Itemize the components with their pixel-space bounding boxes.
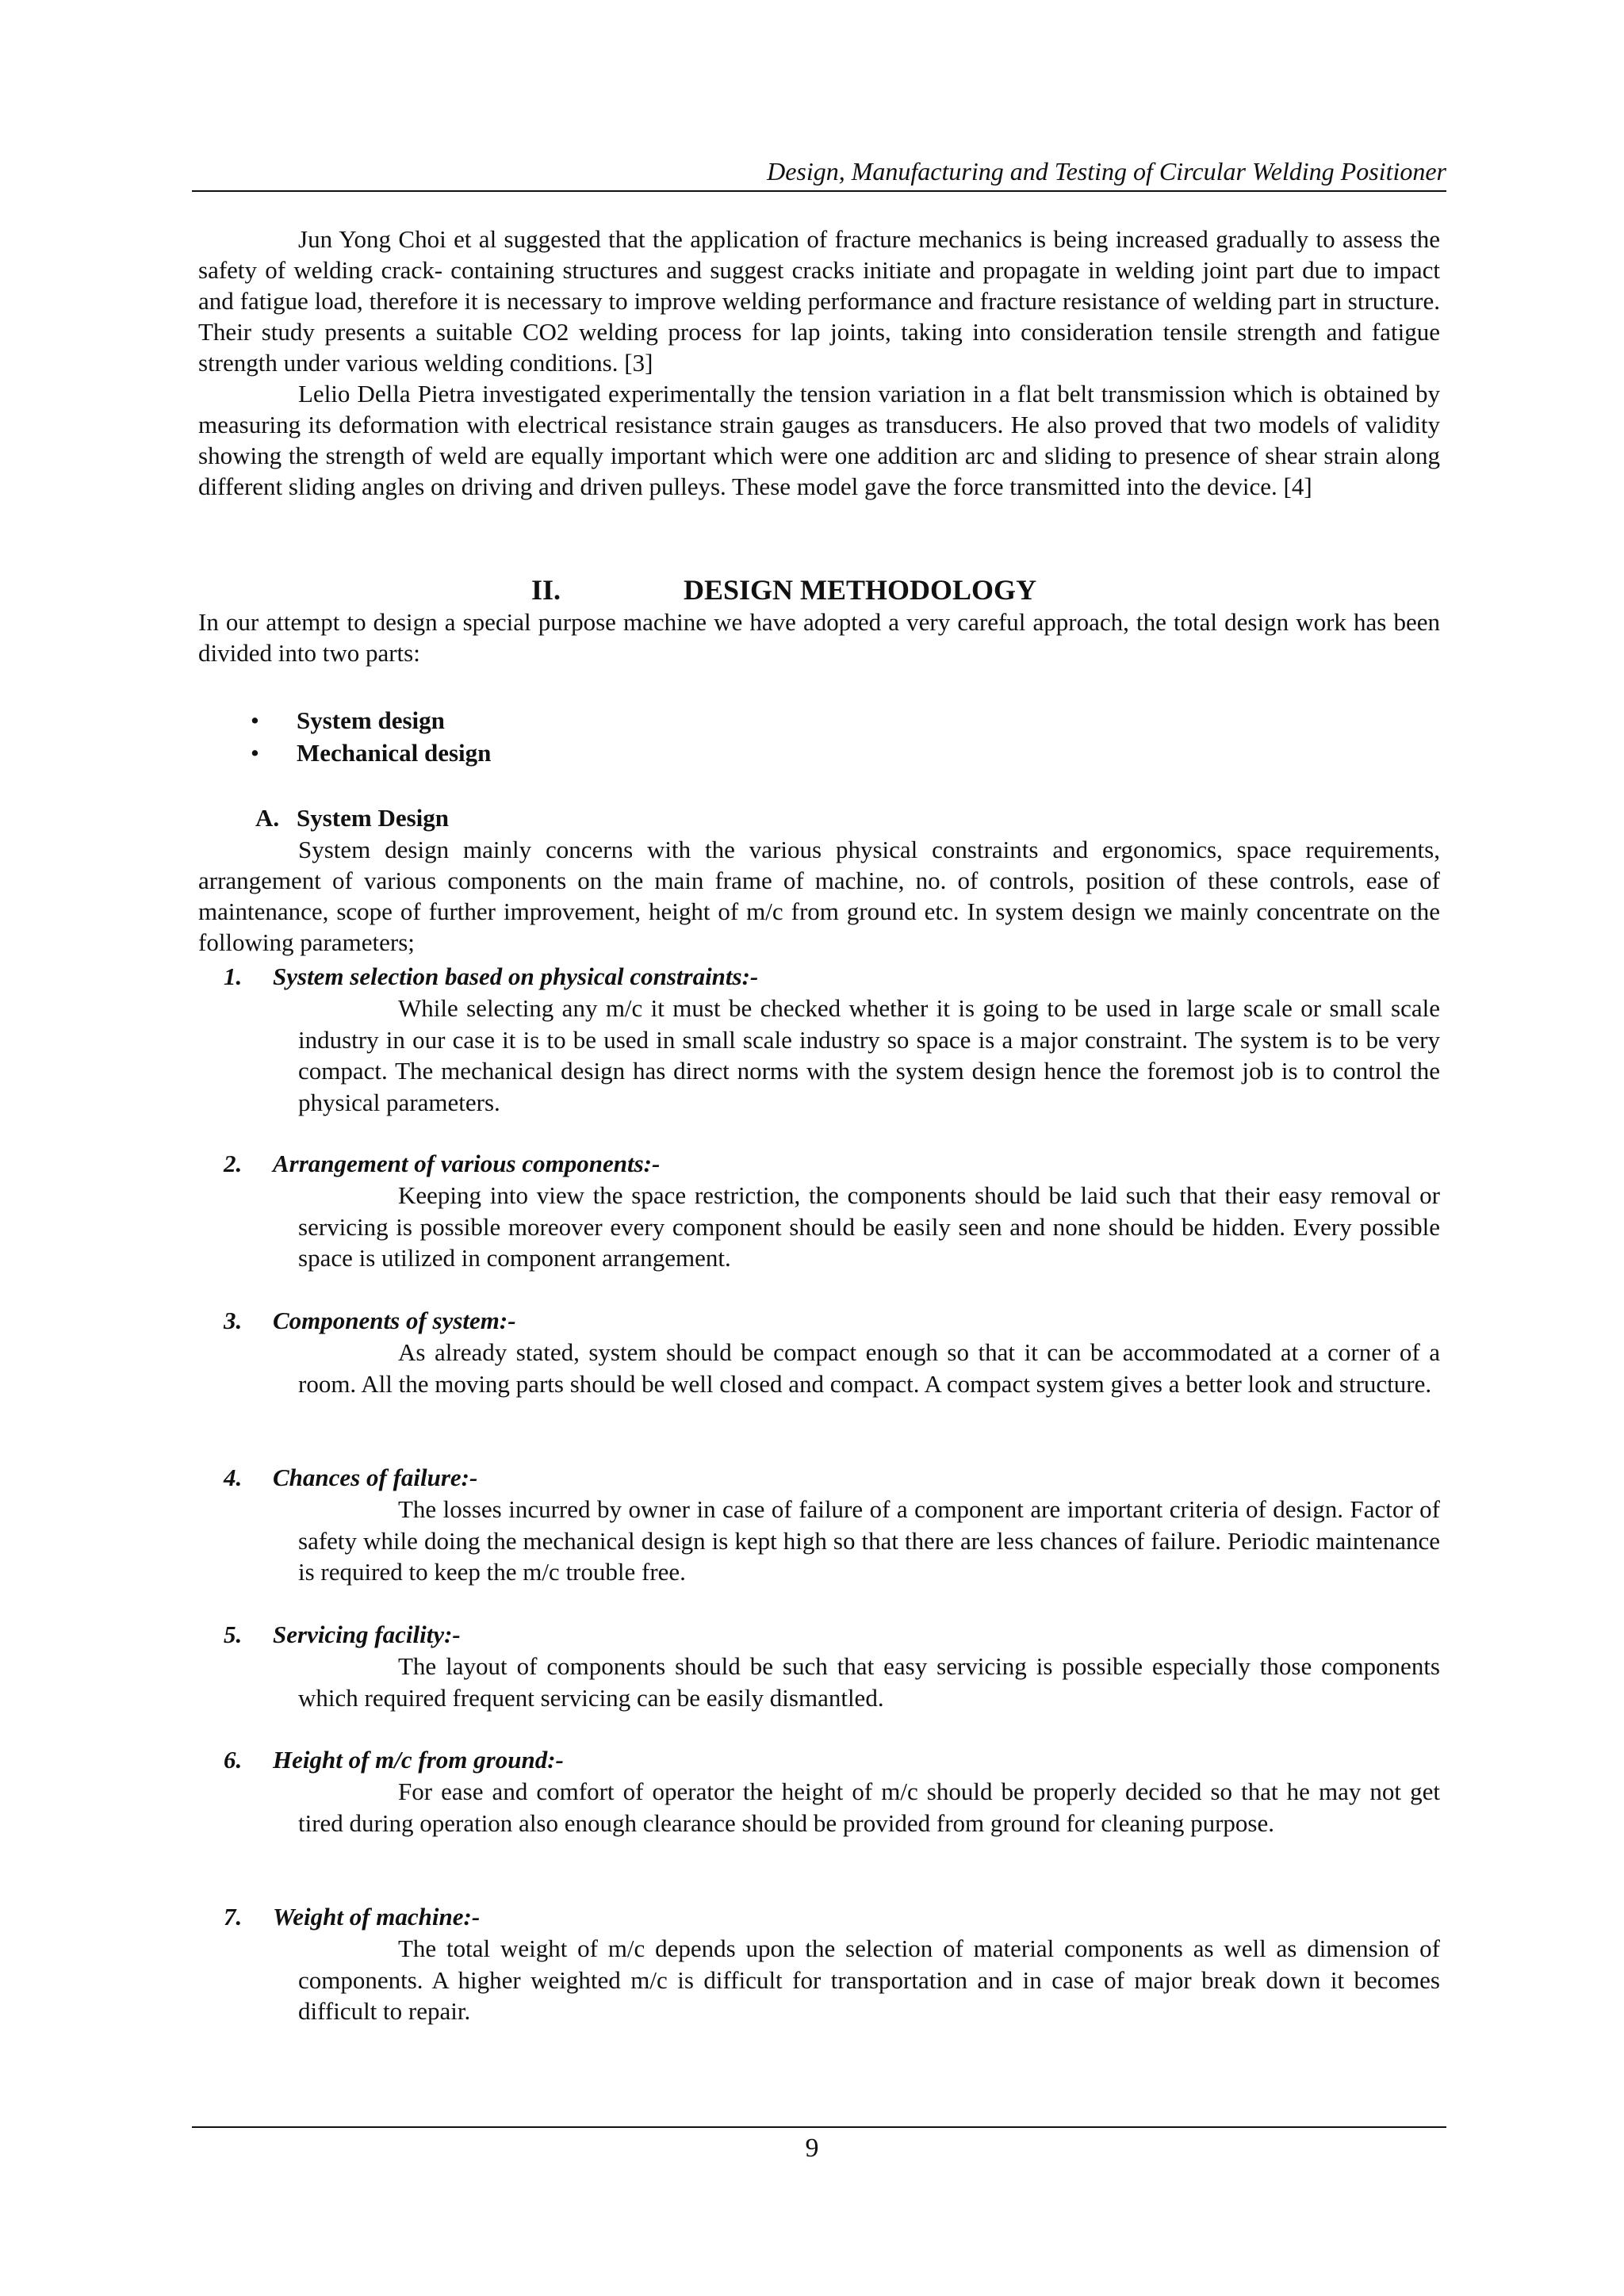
item-number: 5. bbox=[224, 1621, 243, 1648]
item-title: Components of system:- bbox=[273, 1307, 516, 1334]
item-number: 3. bbox=[224, 1307, 243, 1334]
bullet-list bbox=[198, 704, 1440, 769]
item-title: System selection based on physical constraints:- bbox=[273, 962, 759, 990]
bullet-text: System design bbox=[297, 706, 445, 734]
running-header: Design, Manufacturing and Testing of Circular Welding Positioner bbox=[767, 157, 1446, 186]
bullet-icon: • bbox=[251, 739, 259, 767]
item-heading-7 bbox=[224, 1901, 1334, 1933]
intro-paragraph-2: Lelio Della Pietra investigated experimentally the tension variation in a flat belt transmission which is obtained by measuring its deformation with electrical resistance strain gauges as transducers. He also proved that two models of validity showing the strength of weld are equally important which were one addition arc and sliding to presence of shear strain along different sliding angles on driving and driven pulleys. These model gave the force transmitted into the device. [4] bbox=[198, 380, 1440, 500]
item-title: Servicing facility:- bbox=[273, 1621, 461, 1648]
header-rule bbox=[192, 190, 1446, 192]
item-body-3: As already stated, system should be compact enough so that it can be accommodated at a corner of a room. All the moving parts should be well closed and compact. A compact system gives a better look and structure. bbox=[298, 1338, 1440, 1398]
item-title: Chances of failure:- bbox=[273, 1464, 478, 1491]
page-number: 9 bbox=[805, 2133, 819, 2163]
bullet-icon: • bbox=[251, 706, 259, 734]
item-number: 6. bbox=[224, 1746, 243, 1774]
subsection-letter: A. bbox=[255, 804, 280, 832]
item-body-1: While selecting any m/c it must be checked whether it is going to be used in large scale or small scale industry in our case it is to be used in small scale industry so space is a major constraint. The system is to be very compact. The mechanical design has direct norms with the system design hence the foremost job is to control the physical parameters. bbox=[298, 994, 1440, 1116]
subsection-title: System Design bbox=[297, 804, 450, 832]
item-number: 1. bbox=[224, 962, 243, 990]
item-number: 4. bbox=[224, 1464, 243, 1491]
item-body-5: The layout of components should be such that easy servicing is possible especially those components which required frequent servicing can be easily dismantled. bbox=[298, 1652, 1440, 1712]
section-intro: In our attempt to design a special purpose machine we have adopted a very careful approach, the total design work has been divided into two parts: bbox=[198, 608, 1440, 667]
intro-block bbox=[198, 224, 1440, 502]
section-title: DESIGN METHODOLOGY bbox=[684, 574, 1037, 606]
item-heading-4 bbox=[224, 1462, 1334, 1494]
list-item bbox=[198, 737, 1440, 769]
section-number: II. bbox=[531, 574, 561, 606]
item-number: 7. bbox=[224, 1903, 243, 1931]
item-heading-3 bbox=[224, 1305, 1334, 1337]
item-heading-6 bbox=[224, 1744, 1334, 1776]
item-body-7: The total weight of m/c depends upon the selection of material components as well as dimension of components. A higher weighted m/c is difficult for transportation and in case of major break down it becomes difficult to repair. bbox=[298, 1934, 1440, 2025]
item-body-6: For ease and comfort of operator the height of m/c should be properly decided so that he may not get tired during operation also enough clearance should be provided from ground for cleaning purpose. bbox=[298, 1777, 1440, 1837]
item-body-2: Keeping into view the space restriction, the components should be laid such that their easy removal or servicing is possible moreover every component should be easily seen and none should be hidden. Every possible space is utilized in component arrangement. bbox=[298, 1181, 1440, 1272]
item-title: Arrangement of various components:- bbox=[273, 1150, 661, 1177]
bullet-text: Mechanical design bbox=[297, 739, 492, 767]
item-number: 2. bbox=[224, 1150, 243, 1177]
section-intro-block bbox=[198, 607, 1440, 668]
intro-paragraph-1: Jun Yong Choi et al suggested that the application of fracture mechanics is being increased gradually to assess the safety of welding crack- containing structures and suggest cracks initiate and propagate in welding joint part due to impact and fatigue load, therefore it is necessary to improve welding performance and fracture resistance of welding part in structure. Their study presents a suitable CO2 welding process for lap joints, taking into consideration tensile strength and fatigue strength under various welding conditions. [3] bbox=[198, 225, 1440, 377]
list-item bbox=[198, 704, 1440, 737]
item-heading-1 bbox=[224, 961, 1334, 993]
item-title: Height of m/c from ground:- bbox=[273, 1746, 564, 1774]
item-title: Weight of machine:- bbox=[273, 1903, 481, 1931]
subsection-heading bbox=[255, 802, 449, 834]
item-body-4: The losses incurred by owner in case of failure of a component are important criteria of design. Factor of safety while doing the mechanical design is kept high so that there are less chances of failure. Periodic maintenance is required to keep the m/c trouble free. bbox=[298, 1495, 1440, 1586]
footer-rule bbox=[192, 2126, 1446, 2128]
subsection-intro: System design mainly concerns with the various physical constraints and ergonomics, space requirements, arrangement of various components on the main frame of machine, no. of controls, position of these controls, ease of maintenance, scope of further improvement, height of m/c from ground etc. In system design we mainly concentrate on the following parameters; bbox=[198, 836, 1440, 956]
item-heading-5 bbox=[224, 1619, 1334, 1651]
item-heading-2 bbox=[224, 1148, 1334, 1180]
subsection-intro-block bbox=[198, 834, 1440, 958]
